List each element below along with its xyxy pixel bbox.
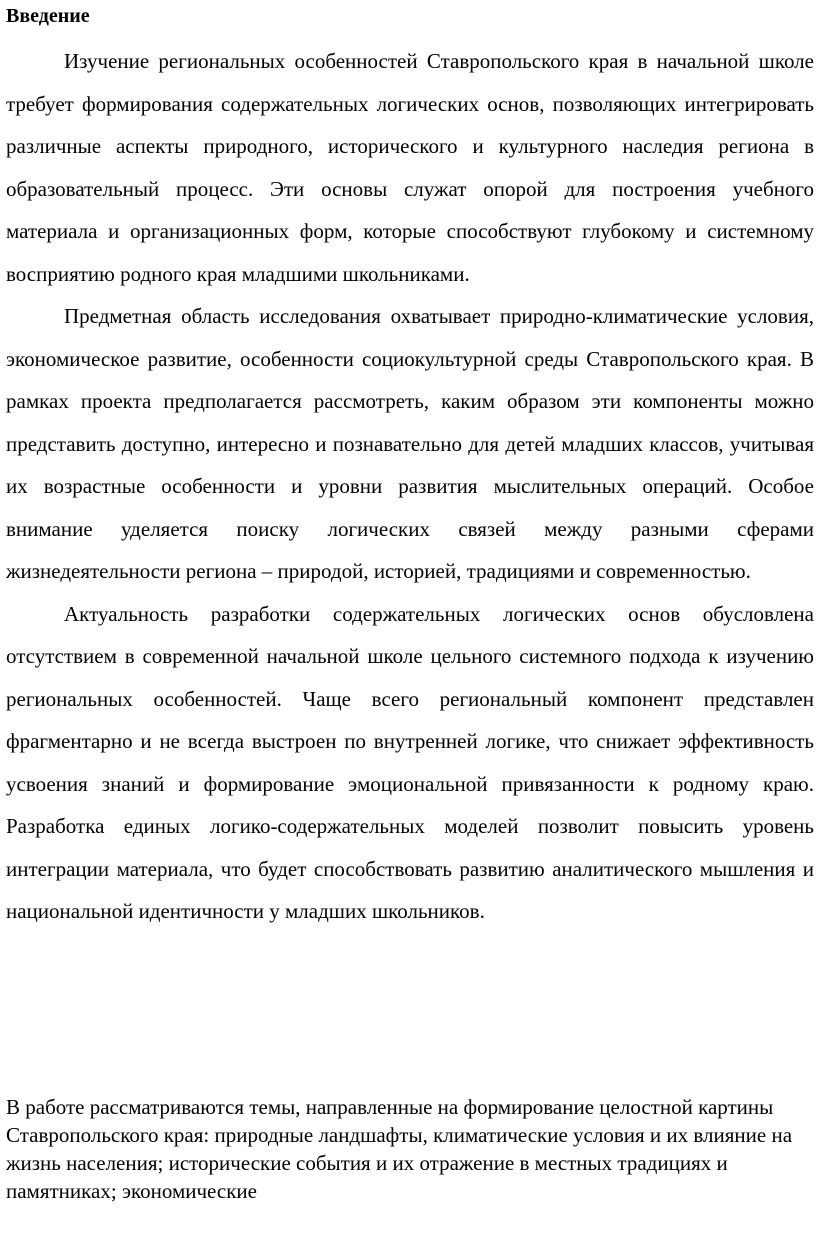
paragraph-topics: В работе рассматриваются темы, направленные на формирование целостной картины Ставропольского края: природные ландшафты, климатические условия и их влияние на жизнь населения; исторические события и их отражение в местных традициях и памятниках; экономические [6,1095,793,1203]
paragraph-subject-area: Предметная область исследования охватывает природно-климатические условия, экономическое развитие, особенности социокультурной среды Ставропольского края. В рамках проекта предполагается рассмотреть, каким образом эти компоненты можно представить доступно, интересно и познавательно для детей младших классов, учитывая их возрастные особенности и уровни развития мыслительных операций. Особое внимание уделяется поиску логических связей между разными сферами жизнедеятельности региона – природой, историей, традициями и современностью. [6,304,814,583]
paragraph-intro: Изучение региональных особенностей Ставропольского края в начальной школе требует формирования содержательных логических основ, позволяющих интегрировать различные аспекты природного, исторического и культурного наследия региона в образовательный процесс. Эти основы служат опорой для построения учебного материала и организационных форм, которые способствуют глубокому и системному восприятию родного края младшими школьниками. [6,49,814,286]
paragraph-relevance: Актуальность разработки содержательных логических основ обусловлена отсутствием в современной начальной школе цельного системного подхода к изучению региональных особенностей. Чаще всего региональный компонент представлен фрагментарно и не всегда выстроен по внутренней логике, что снижает эффективность усвоения знаний и формирование эмоциональной привязанности к родному краю. Разработка единых логико-содержательных моделей позволит повысить уровень интеграции материала, что будет способствовать развитию аналитического мышления и национальной идентичности у младших школьников. [6,601,814,923]
document-body [6,40,814,933]
section-heading: Введение [6,5,90,27]
